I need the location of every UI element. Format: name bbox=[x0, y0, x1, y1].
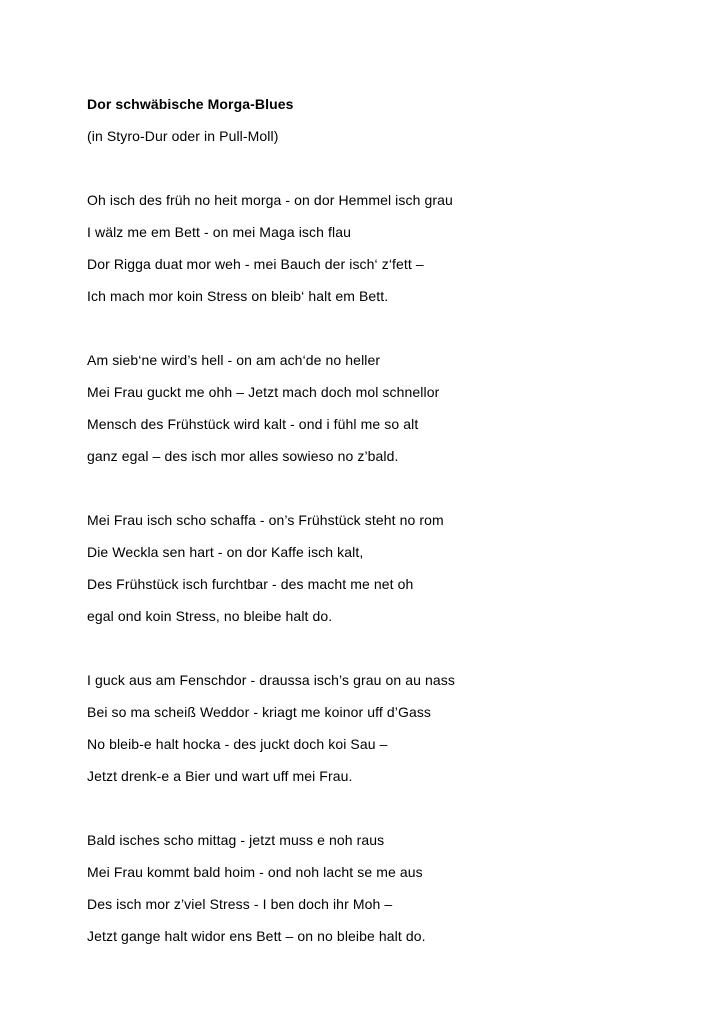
verse-line: Dor Rigga duat mor weh - mei Bauch der isch‘ z‘fett – bbox=[87, 256, 424, 272]
verse-line: Am sieb‘ne wird’s hell - on am ach‘de no heller bbox=[87, 352, 381, 368]
verse-line: Die Weckla sen hart - on dor Kaffe isch kalt, bbox=[87, 544, 364, 560]
verse-line: Mei Frau guckt me ohh – Jetzt mach doch mol schnellor bbox=[87, 384, 440, 400]
stanza-3 bbox=[87, 504, 687, 632]
poem-subtitle: (in Styro-Dur oder in Pull-Moll) bbox=[87, 128, 279, 144]
verse-line: Oh isch des früh no heit morga - on dor Hemmel isch grau bbox=[87, 192, 453, 208]
poem-title: Dor schwäbische Morga-Blues bbox=[87, 96, 294, 112]
stanza-2 bbox=[87, 344, 687, 472]
verse-line: No bleib-e halt hocka - des juckt doch koi Sau – bbox=[87, 736, 388, 752]
verse-line: Bei so ma scheiß Weddor - kriagt me koinor uff d’Gass bbox=[87, 704, 432, 720]
verse-line: I guck aus am Fenschdor - draussa isch’s grau on au nass bbox=[87, 672, 455, 688]
stanza-gap bbox=[87, 472, 687, 504]
verse-line: egal ond koin Stress, no bleibe halt do. bbox=[87, 608, 333, 624]
stanza-gap bbox=[87, 312, 687, 344]
stanza-5 bbox=[87, 824, 687, 952]
verse-line: Des Frühstück isch furchtbar - des macht me net oh bbox=[87, 576, 414, 592]
verse-line: Jetzt drenk-e a Bier und wart uff mei Frau. bbox=[87, 768, 353, 784]
verse-line: Ich mach mor koin Stress on bleib‘ halt em Bett. bbox=[87, 288, 389, 304]
verse-line: Jetzt gange halt widor ens Bett – on no bleibe halt do. bbox=[87, 928, 426, 944]
verse-line: Mei Frau kommt bald hoim - ond noh lacht se me aus bbox=[87, 864, 423, 880]
verse-line: I wälz me em Bett - on mei Maga isch flau bbox=[87, 224, 351, 240]
verse-line: ganz egal – des isch mor alles sowieso no z’bald. bbox=[87, 448, 399, 464]
stanza-4 bbox=[87, 664, 687, 792]
verse-line: Mensch des Frühstück wird kalt - ond i fühl me so alt bbox=[87, 416, 419, 432]
poem-text-block bbox=[87, 88, 687, 952]
stanza-1 bbox=[87, 184, 687, 312]
verse-line: Mei Frau isch scho schaffa - on’s Frühstück steht no rom bbox=[87, 512, 444, 528]
verse-line: Des isch mor z’viel Stress - I ben doch ihr Moh – bbox=[87, 896, 393, 912]
verse-line: Bald isches scho mittag - jetzt muss e noh raus bbox=[87, 832, 385, 848]
stanza-gap bbox=[87, 152, 687, 184]
stanza-gap bbox=[87, 792, 687, 824]
stanza-gap bbox=[87, 632, 687, 664]
